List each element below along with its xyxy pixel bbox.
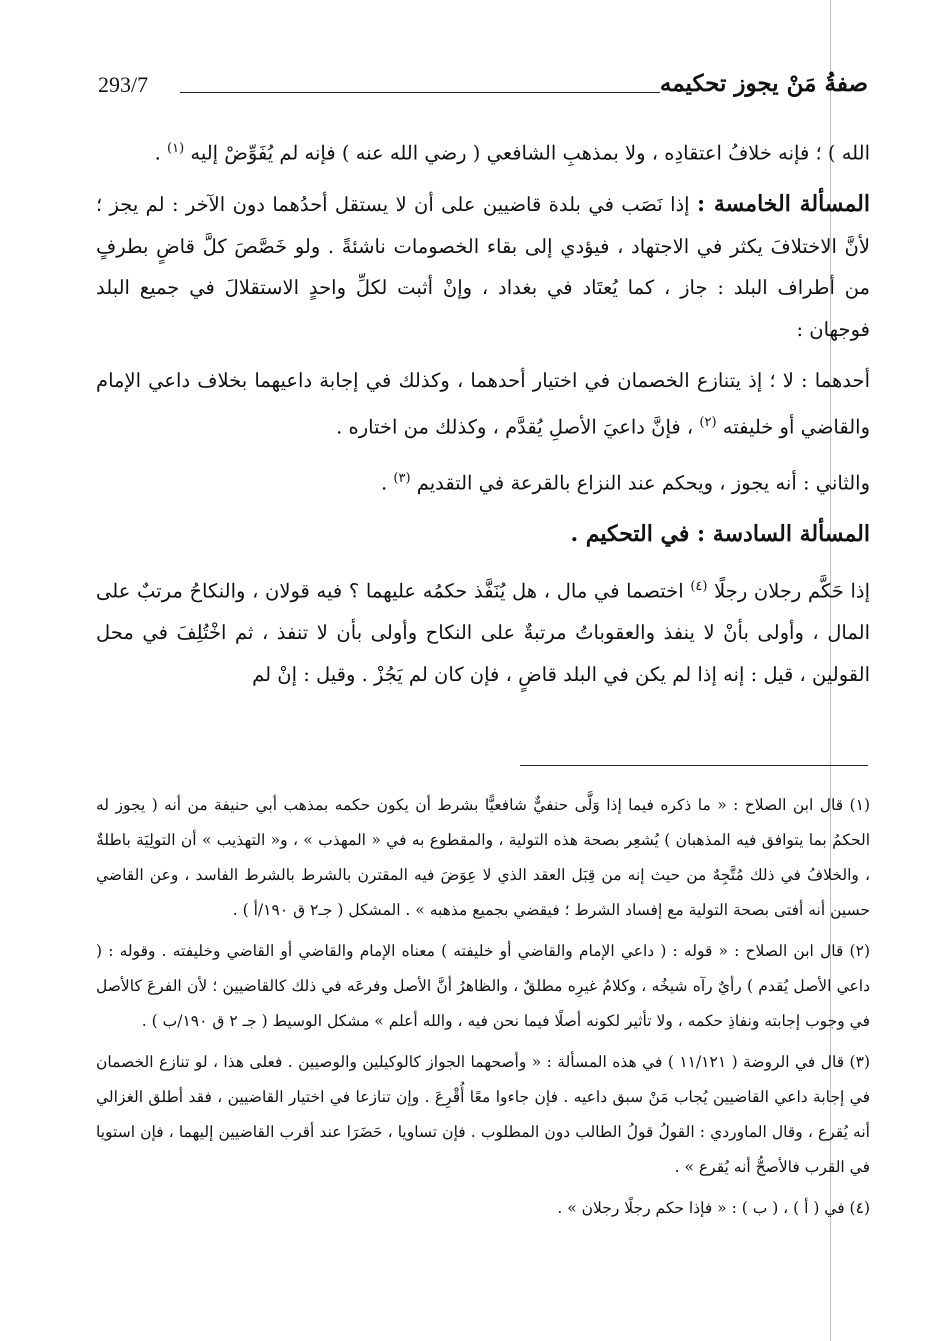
main-text [96, 128, 870, 705]
issue-five-heading: المسألة الخامسة : [696, 191, 870, 218]
issue-five-paragraph: المسألة الخامسة : إذا نَصَب في بلدة قاضيين على أن لا يستقل أحدُهما دون الآخر : لم يجز ؛ لأنَّ الاختلافَ يكثر في الاجتهاد ، فيؤدي إلى بقاء الخصومات ناشئةً . ولو خَصَّصَ كلَّ قاضٍ بطرفٍ من أطراف البلد : جاز ، كما يُعتَاد في بغداد ، وإنْ أثبت لكلِّ واحدٍ الاستقلالَ في جميع البلد فوجهان : [96, 191, 870, 341]
running-header [98, 66, 868, 106]
footnote-4: (٤) في ( أ ) ، ( ب ) : « فإذا حكم رجلًا رجلان » . [557, 1199, 870, 1217]
header-rule [180, 92, 660, 93]
footnotes-rule [520, 765, 868, 766]
second-view-paragraph: والثاني : أنه يجوز ، ويحكم عند النزاع بالقرعة في التقديم $^{(٣)}$ . [380, 471, 870, 495]
footnotes [96, 788, 870, 1232]
footnote-ref-4: (٤) [690, 578, 708, 594]
paragraph-continuation: الله ) ؛ فإنه خلافُ اعتقادِه ، ولا بمذهبِ الشافعي ( رضي الله عنه ) فإنه لم يُفَوِّضْ إليه $^{(١)}$ . [154, 141, 870, 165]
footnote-1: (١) قال ابن الصلاح : « ما ذكره فيما إذا وَلَّى حنفيٌّ شافعيًّا بشرط أن يكون حكمه بمذهب أبي حنيفة من أنه ( يجوز له الحكمُ بما يتوافق فيه المذهبان ) يُشعِر بصحة هذه التولية ، والمقطوع به في « المهذب » ، و« التهذيب » أن التولِيَة باطلةٌ ، والخلافُ في ذلك مُتَّجِهٌ من حيث إنه من قِبَل العقد الذي لا عِوَضَ فيه المقترن بالشرط بالشرط الفاسد ، وعن القاضي حسين أنه أفتى بصحة التولية مع إفساد الشرط ؛ فيقضي بجميع مذهبه » . المشكل ( جـ٢ ق ١٩٠/أ ) . [96, 796, 870, 919]
issue-six-paragraph: إذا حَكَّم رجلان رجلًا $^{(٤)}$ اختصما في مال ، هل يُنَفَّذ حكمُه عليهما ؟ فيه قولان ، والنكاحُ مرتبٌ على المال ، وأولى بأنْ لا ينفذ والعقوباتُ مرتبةٌ على النكاح وأولى بأن لا تنفذ ، ثم اخْتُلِفَ في محل القولين ، قيل : إنه إذا لم يكن في البلد قاضٍ ، فإن كان لم يَجُزْ . وقيل : إنْ لم [96, 578, 870, 686]
footnote-ref-3: (٣) [393, 471, 411, 487]
issue-six-heading: المسألة السادسة : في التحكيم . [570, 521, 870, 548]
footnote-2: (٢) قال ابن الصلاح : « قوله : ( داعي الإمام والقاضي أو خليفته ) معناه الإمام والقاضي أو القاضي وخليفته . وقوله : ( داعي الأصل يُقدم ) رأيٌ رآه شيخُه ، وكلامُ غيرِه مطلقٌ ، والظاهرُ أنَّ الأصل وفرعَه في ذلك كالقاضيين ؛ لأن الفرعَ كالأصل في وجوب إجابته ونفاذِ حكمه ، ولا تأثير لكونه أصلًا فيما نحن فيه ، والله أعلم » مشكل الوسيط ( جـ ٢ ق ١٩٠/ب ) . [96, 942, 870, 1030]
page-number: 293/7 [98, 72, 149, 97]
footnote-3: (٣) قال في الروضة ( ١١/١٢١ ) في هذه المسألة : « وأصحهما الجواز كالوكيلين والوصيين . فعلى هذا ، لو تنازع الخصمان في إجابة داعي القاضيين يُجاب مَنْ سبق داعيه . فإن جاءوا معًا أُقْرِعَ . وإن تنازعا في اختيار القاضيين ، فقد أطلق الغزالي أنه يُقرع ، وقال الماوردي : القولُ قولُ الطالب دون المطلوب . فإن تساويا ، حَضَرَا عند أقرب القاضيين إليهما ، فإن استويا في القرب فالأصحُّ أنه يُقرع » . [96, 1053, 870, 1176]
footnote-ref-2: (٢) [699, 415, 717, 431]
footnote-ref-1: (١) [167, 141, 185, 156]
running-title: صفةُ مَنْ يجوز تحكيمه [659, 70, 868, 97]
first-view-paragraph: أحدهما : لا ؛ إذ يتنازع الخصمان في اختيار أحدهما ، وكذلك في إجابة داعيهما بخلاف داعي الإمام والقاضي أو خليفته $^{(٢)}$ ، فإنَّ داعيَ الأصلِ يُقدَّم ، وكذلك من اختاره . [96, 369, 870, 439]
